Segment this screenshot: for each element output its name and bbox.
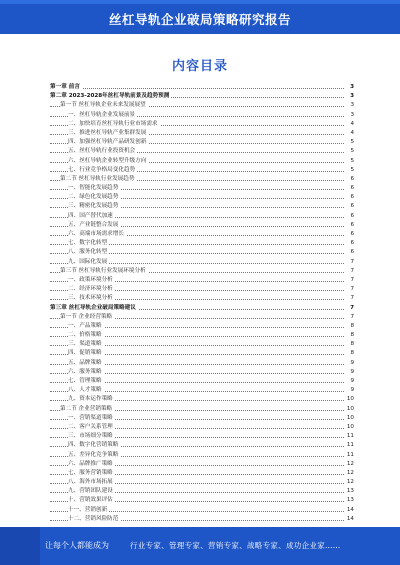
toc-entry-label: 一、政策环境分析 <box>68 276 113 283</box>
toc-entry-page: 3 <box>348 111 354 120</box>
toc-entry[interactable] <box>50 221 354 230</box>
toc-entry-label: 十二、营销风险防范 <box>68 515 119 522</box>
toc-entry[interactable] <box>50 193 354 202</box>
toc-entry-page: 7 <box>348 267 354 276</box>
toc-entry-page: 12 <box>345 478 354 487</box>
toc-entry-page: 10 <box>345 414 354 423</box>
toc-entry[interactable] <box>50 469 354 478</box>
toc-entry[interactable] <box>50 258 354 267</box>
toc-entry[interactable] <box>50 138 354 147</box>
toc-entry-page: 7 <box>348 258 354 267</box>
toc-entry-page: 10 <box>345 423 354 432</box>
footer-tagline: 行业专家、管理专家、营销专家、战略专家、成功企业家…… <box>130 541 341 550</box>
toc-entry[interactable] <box>50 322 354 331</box>
toc-entry-label: 八、人才策略 <box>68 387 102 394</box>
toc-entry-label: 二、经济环境分析 <box>68 286 113 293</box>
toc-entry-label: 三、渠道策略 <box>68 341 102 348</box>
toc-leader-dots <box>50 88 344 89</box>
toc-entry[interactable] <box>50 478 354 487</box>
toc-entry[interactable] <box>50 101 354 110</box>
toc-entry-label: 第二节 企业营销策略 <box>60 405 113 412</box>
toc-entry[interactable] <box>50 92 354 101</box>
toc-entry-label: 五、差异化竞争策略 <box>68 451 119 458</box>
table-of-contents <box>50 83 354 524</box>
toc-entry[interactable] <box>50 129 354 138</box>
toc-entry-page: 3 <box>348 101 354 110</box>
toc-entry[interactable] <box>50 230 354 239</box>
toc-entry-label: 二、价格策略 <box>68 332 102 339</box>
toc-entry-label: 第一节 丝杠导轨企业未来发展展望 <box>60 102 146 109</box>
toc-entry-label: 八、海外市场拓展 <box>68 479 113 486</box>
toc-entry[interactable] <box>50 313 354 322</box>
toc-entry-page: 9 <box>348 359 354 368</box>
toc-entry-page: 5 <box>348 157 354 166</box>
toc-entry-label: 三、技术环境分析 <box>68 295 113 302</box>
toc-entry[interactable] <box>50 405 354 414</box>
toc-entry-page: 6 <box>348 193 354 202</box>
toc-entry-page: 11 <box>345 441 354 450</box>
toc-entry[interactable] <box>50 395 354 404</box>
toc-entry-page: 8 <box>348 331 354 340</box>
footer-accent <box>0 527 40 565</box>
toc-entry-label: 一、营销渠道策略 <box>68 414 113 421</box>
toc-entry[interactable] <box>50 377 354 386</box>
toc-entry[interactable] <box>50 451 354 460</box>
toc-entry[interactable] <box>50 496 354 505</box>
toc-entry-label: 六、品牌推广策略 <box>68 460 113 467</box>
toc-entry-page: 8 <box>348 322 354 331</box>
toc-entry-page: 12 <box>345 460 354 469</box>
toc-entry-page: 7 <box>348 294 354 303</box>
toc-entry[interactable] <box>50 340 354 349</box>
toc-entry-page: 14 <box>345 506 354 515</box>
toc-entry[interactable] <box>50 276 354 285</box>
toc-entry-label: 十、营销效果评估 <box>68 497 113 504</box>
toc-entry-page: 7 <box>348 313 354 322</box>
toc-entry-page: 6 <box>348 221 354 230</box>
toc-entry[interactable] <box>50 120 354 129</box>
toc-entry-label: 四、加强丝杠导轨产品研发创新 <box>68 139 147 146</box>
toc-entry[interactable] <box>50 368 354 377</box>
toc-entry-page: 11 <box>345 451 354 460</box>
toc-entry-label: 第二章 2023-2028年丝杠导轨前景及趋势预测 <box>50 93 170 100</box>
toc-entry-page: 6 <box>348 239 354 248</box>
toc-entry-page: 7 <box>348 285 354 294</box>
toc-entry-label: 三、精密化发展趋势 <box>68 203 119 210</box>
toc-entry-page: 3 <box>348 92 354 101</box>
toc-entry[interactable] <box>50 184 354 193</box>
toc-entry[interactable] <box>50 285 354 294</box>
toc-entry-page: 13 <box>345 496 354 505</box>
toc-entry-page: 5 <box>348 147 354 156</box>
toc-entry[interactable] <box>50 111 354 120</box>
toc-entry-label: 三、推进丝杠导轨产业集群发展 <box>68 129 147 136</box>
toc-entry[interactable] <box>50 432 354 441</box>
toc-entry-page: 5 <box>348 166 354 175</box>
toc-entry[interactable] <box>50 267 354 276</box>
toc-entry[interactable] <box>50 239 354 248</box>
toc-entry-page: 4 <box>348 120 354 129</box>
toc-title: 内容目录 <box>171 59 228 74</box>
toc-entry[interactable] <box>50 487 354 496</box>
toc-entry[interactable] <box>50 202 354 211</box>
toc-entry-label: 一、智能化发展趋势 <box>68 185 119 192</box>
toc-entry-page: 7 <box>348 276 354 285</box>
toc-entry-label: 六、服务策略 <box>68 368 102 375</box>
toc-entry-label: 五、丝杠导轨行业投资机会 <box>68 148 136 155</box>
toc-entry-page: 9 <box>348 386 354 395</box>
toc-entry[interactable] <box>50 386 354 395</box>
toc-entry-label: 七、服务营销策略 <box>68 469 113 476</box>
toc-entry-page: 7 <box>348 304 354 313</box>
toc-entry-label: 六、丝杠导轨企业转型升级方向 <box>68 157 147 164</box>
toc-entry-label: 三、市场细分策略 <box>68 433 113 440</box>
toc-entry-label: 六、高端市场需求增长 <box>68 231 124 237</box>
toc-entry-page: 8 <box>348 349 354 358</box>
toc-entry-label: 五、品牌策略 <box>68 359 102 366</box>
toc-entry[interactable] <box>50 414 354 423</box>
toc-entry-label: 二、绿色化发展趋势 <box>68 194 119 201</box>
toc-entry-page: 12 <box>345 469 354 478</box>
toc-entry-label: 一、产品策略 <box>68 322 102 329</box>
footer-slogan: 让每个人都能成为 <box>45 541 109 550</box>
toc-entry[interactable] <box>50 359 354 368</box>
page-header <box>0 0 400 34</box>
toc-entry-label: 九、资本运作策略 <box>68 396 113 403</box>
toc-entry-label: 第一章 前言 <box>50 84 80 90</box>
toc-entry[interactable] <box>50 83 354 92</box>
toc-entry-page: 6 <box>348 202 354 211</box>
toc-entry-page: 14 <box>345 515 354 524</box>
report-title: 丝杠导轨企业破局策略研究报告 <box>108 12 291 27</box>
toc-entry-label: 四、数字化营销策略 <box>68 442 119 449</box>
toc-entry-label: 四、促销策略 <box>68 350 102 357</box>
toc-entry[interactable] <box>50 331 354 340</box>
toc-entry[interactable] <box>50 515 354 524</box>
toc-entry-page: 6 <box>348 175 354 184</box>
toc-entry[interactable] <box>50 349 354 358</box>
toc-entry[interactable] <box>50 248 354 257</box>
toc-entry[interactable] <box>50 423 354 432</box>
toc-entry[interactable] <box>50 166 354 175</box>
toc-entry-page: 6 <box>348 212 354 221</box>
toc-entry-label: 一、丝杠导轨企业发展前景 <box>68 111 136 118</box>
toc-entry-label: 八、服务化转型 <box>68 249 108 256</box>
toc-entry-page: 13 <box>345 487 354 496</box>
toc-entry-page: 5 <box>348 138 354 147</box>
toc-entry-label: 二、客户关系管理 <box>68 423 113 430</box>
toc-entry[interactable] <box>50 460 354 469</box>
toc-entry-page: 8 <box>348 340 354 349</box>
page-footer <box>0 527 400 565</box>
toc-entry-label: 第三章 丝杠导轨企业破局策略建议 <box>50 304 136 311</box>
toc-entry[interactable] <box>50 157 354 166</box>
toc-entry-label: 七、管理策略 <box>68 378 102 384</box>
toc-entry[interactable] <box>50 147 354 156</box>
toc-entry[interactable] <box>50 212 354 221</box>
toc-entry-page: 11 <box>345 432 354 441</box>
toc-entry-label: 第二节 丝杠导轨行业发展趋势 <box>60 175 135 182</box>
toc-entry-page: 6 <box>348 248 354 257</box>
toc-entry[interactable] <box>50 506 354 515</box>
toc-entry-page: 4 <box>348 129 354 138</box>
toc-entry[interactable] <box>50 304 354 313</box>
toc-entry-label: 七、数字化转型 <box>68 240 108 247</box>
toc-entry-label: 九、营销团队建设 <box>68 488 113 495</box>
toc-entry-label: 七、行业竞争格局变化趋势 <box>68 166 136 173</box>
toc-entry-label: 十一、营销创新 <box>68 506 108 513</box>
toc-entry-page: 6 <box>348 230 354 239</box>
toc-entry-label: 五、产业链整合发展 <box>68 221 119 228</box>
toc-entry-label: 四、国产替代加速 <box>68 212 113 219</box>
toc-entry-page: 10 <box>345 405 354 414</box>
header-stripe <box>0 0 400 4</box>
toc-entry[interactable] <box>50 294 354 303</box>
toc-entry-label: 第一节 企业经营策略 <box>60 313 113 320</box>
toc-entry-label: 二、加快培育丝杠导轨行业市场需求 <box>68 120 158 127</box>
toc-entry-page: 3 <box>348 83 354 92</box>
toc-entry-page: 10 <box>345 395 354 404</box>
toc-entry-page: 6 <box>348 184 354 193</box>
toc-entry-page: 9 <box>348 377 354 386</box>
toc-entry[interactable] <box>50 441 354 450</box>
toc-entry-page: 9 <box>348 368 354 377</box>
toc-entry-label: 第三节 丝杠导轨行业发展环境分析 <box>60 267 146 274</box>
toc-entry-label: 九、国际化发展 <box>68 258 108 265</box>
toc-entry[interactable] <box>50 175 354 184</box>
